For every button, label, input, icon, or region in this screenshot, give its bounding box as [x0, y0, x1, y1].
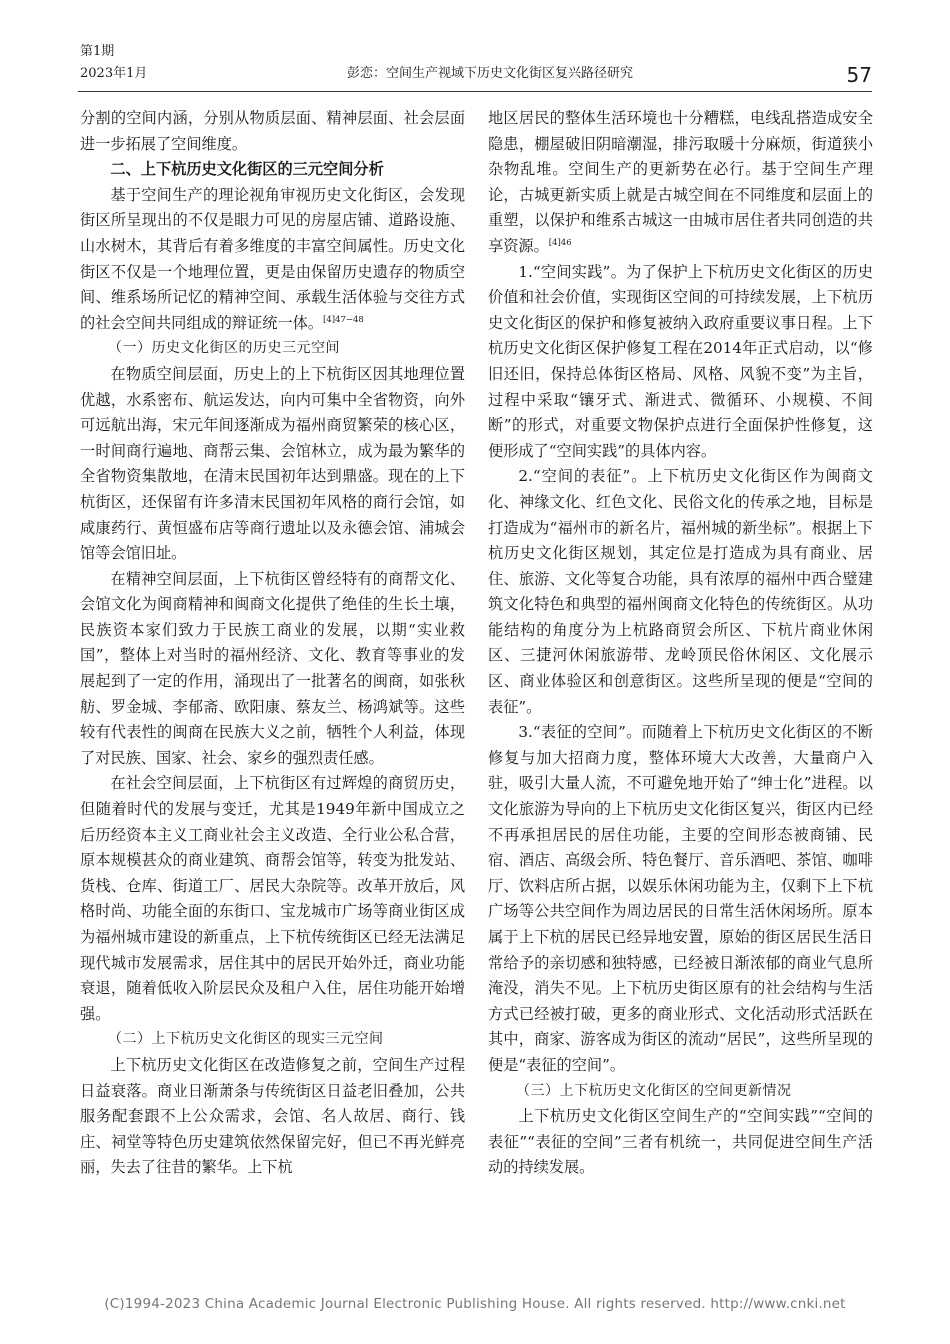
page-header [0, 0, 950, 100]
paragraph-text: （三）上下杭历史文化街区的空间更新情况 [516, 1082, 792, 1099]
paragraph-continued [80, 106, 465, 157]
subsection-heading [80, 336, 465, 362]
paragraph-text: 3.“表征的空间”。而随着上下杭历史文化街区的不断修复与加大招商力度，整体环境大大改善，大量商户入驻，吸引大量人流，不可避免地开始了“绅士化”进程。以文化旅游为导向的上下杭历史文化街区复兴，街区内已经不再承担居民的居住功能，主要的空间形态被商铺、民宿、酒店、高级会所、特色餐厅、音乐酒吧、茶馆、咖啡厅、饮料店所占据，以娱乐休闲功能为主，仅剩下上下杭广场等公共空间作为周边居民的日常生活休闲场所。原本属于上下杭的居民已经异地安置，原始的街区居民生活日常给予的亲切感和独特感，已经被日渐浓郁的商业气息所淹没，消失不见。上下杭历史街区原有的社会结构与生活方式已经被打破，更多的商业形式、文化活动形式活跃在其中，商家、游客成为街区的流动“居民”，这些所呈现的便是“表征的空间”。 [488, 723, 873, 1074]
journal-date: 2023年1月 [80, 66, 148, 81]
paragraph [488, 1104, 873, 1181]
paragraph-text: 地区居民的整体生活环境也十分糟糕，电线乱搭造成安全隐患，棚屋破旧阴暗潮湿，排污取暖十分麻烦，街道狭小杂物乱堆。空间生产的更新势在必行。基于空间生产理论，古城更新实质上就是古城空间在不同维度和层面上的重塑，以保护和维系古城这一由城市居住者共同创造的共享资源。 [488, 109, 873, 255]
subsection-heading [80, 1027, 465, 1053]
header-rule [78, 91, 872, 92]
paragraph [488, 260, 873, 465]
paragraph-text: 上下杭历史文化街区在改造修复之前，空间生产过程日益衰落。商业日渐萧条与传统街区日益老旧叠加，公共服务配套跟不上公众需求，会馆、名人故居、商行、钱庄、祠堂等特色历史建筑依然保留完好，但已不再光鲜亮丽，失去了往昔的繁华。上下杭 [80, 1055, 465, 1177]
paragraph-text: 2.“空间的表征”。上下杭历史文化街区作为闽商文化、神缘文化、红色文化、民俗文化的传承之地，目标是打造成为“福州市的新名片，福州城的新坐标”。根据上下杭历史文化街区规划，其定位是打造成为具有商业、居住、旅游、文化等复合功能，具有浓厚的福州中西合璧建筑文化特色和典型的福州闽商文化特色的传统街区。从功能结构的角度分为上杭路商贸会所区、下杭片商业休闲区、三捷河休闲旅游带、龙岭顶民俗休闲区、文化展示区、商业体验区和创意街区。这些所呈现的便是“空间的表征”。 [488, 467, 873, 716]
paragraph [80, 567, 465, 772]
left-column [80, 106, 465, 1181]
journal-issue: 第1期 [80, 44, 115, 59]
paragraph-text: 上下杭历史文化街区空间生产的“空间实践”“空间的表征”“表征的空间”三者有机统一，共同促进空间生产活动的持续发展。 [488, 1107, 873, 1177]
paragraph-text: （一）历史文化街区的历史三元空间 [108, 340, 340, 357]
paragraph [80, 771, 465, 1027]
page-number: 57 [846, 63, 872, 87]
paragraph-text: 基于空间生产的理论视角审视历史文化街区，会发现街区所呈现出的不仅是眼力可见的房屋店铺、道路设施、山水树木，其背后有着多维度的丰富空间属性。历史文化街区不仅是一个地理位置，更是由保留历史遗存的物质空间、维系场所记忆的精神空间、承载生活体验与交往方式的社会空间共同组成的辩证统一体。 [80, 185, 465, 332]
paragraph [80, 183, 465, 337]
section-heading [80, 157, 465, 183]
paragraph-continued [488, 106, 873, 260]
copyright-footer: (C)1994-2023 China Academic Journal Electronic Publishing House. All rights reserved. http://www.cnki.net [104, 1296, 846, 1312]
subsection-heading [488, 1079, 873, 1105]
paragraph-text: 在物质空间层面，历史上的上下杭街区因其地理位置优越，水系密布、航运发达，向内可集中全省物资，向外可远航出海，宋元年间逐渐成为福州商贸繁荣的核心区，一时间商行遍地、商帮云集、会馆林立，成为最为繁华的全省物资集散地，在清末民国初年达到鼎盛。现在的上下杭街区，还保留有许多清末民国初年风格的商行会馆，如咸康药行、黄恒盛布店等商行遗址以及永德会馆、浦城会馆等会馆旧址。 [80, 364, 465, 563]
citation-marker: [4]47−48 [323, 314, 364, 325]
paragraph-text: （二）上下杭历史文化街区的现实三元空间 [108, 1031, 384, 1048]
paragraph-text: 分割的空间内涵，分别从物质层面、精神层面、社会层面进一步拓展了空间维度。 [80, 109, 465, 153]
paragraph [80, 1053, 465, 1181]
paragraph [80, 362, 465, 567]
paragraph [488, 464, 873, 720]
running-title: 彭恋：空间生产视域下历史文化街区复兴路径研究 [346, 66, 633, 81]
right-column [488, 106, 873, 1181]
paragraph-text: 1.“空间实践”。为了保护上下杭历史文化街区的历史价值和社会价值，实现街区空间的可持续发展，上下杭历史文化街区的保护和修复被纳入政府重要议事日程。上下杭历史文化街区保护修复工程在2014年正式启动，以“修旧还旧，保持总体街区格局、风格、风貌不变”为主旨，过程中采取“镶牙式、渐进式、微循环、小规模、不间断”的形式，对重要文物保护点进行全面保护性修复，这便形成了“空间实践”的具体内容。 [488, 262, 873, 460]
paragraph-text: 在精神空间层面，上下杭街区曾经特有的商帮文化、会馆文化为闽商精神和闽商文化提供了绝佳的生长土壤，民族资本家们致力于民族工商业的发展，以期“实业救国”，整体上对当时的福州经济、文化、教育等事业的发展起到了一定的作用，涌现出了一批著名的闽商，如张秋舫、罗金城、李郁斋、欧阳康、蔡友兰、杨鸿斌等。这些较有代表性的闽商在民族大义之前，牺牲个人利益，体现了对民族、国家、社会、家乡的强烈责任感。 [80, 569, 465, 767]
citation-marker: [4]46 [548, 237, 572, 248]
paragraph-text: 二、上下杭历史文化街区的三元空间分析 [110, 160, 384, 179]
paragraph-text: 在社会空间层面，上下杭街区有过辉煌的商贸历史，但随着时代的发展与变迁，尤其是1949年新中国成立之后历经资本主义工商业社会主义改造、全行业公私合营，原本规模甚众的商业建筑、商帮会馆等，转变为批发站、货栈、仓库、街道工厂、居民大杂院等。改革开放后，风格时尚、功能全面的东街口、宝龙城市广场等商业街区成为福州城市建设的新重点，上下杭传统街区已经无法满足现代城市发展需求，居住其中的居民开始外迁，商业功能衰退，随着低收入阶层民众及租户入住，居住功能开始增强。 [80, 774, 465, 1023]
paragraph [488, 720, 873, 1078]
